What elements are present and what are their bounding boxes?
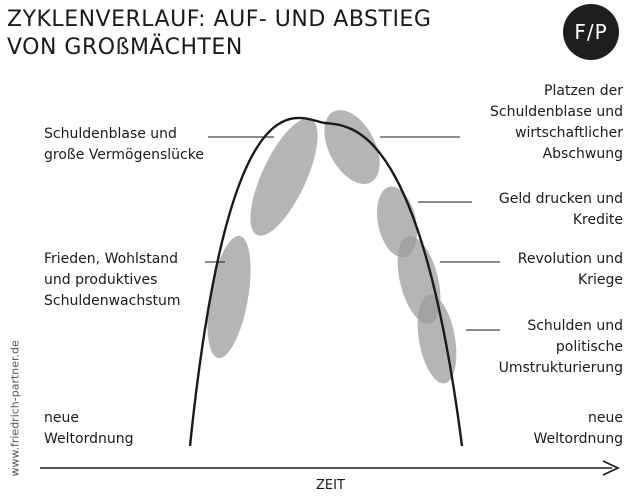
label-burst: Platzen der Schuldenblase und wirtschaftlicher Abschwung	[490, 83, 623, 162]
time-axis-label: ZEIT	[316, 478, 345, 493]
fp-logo: F/P	[563, 4, 619, 60]
phase-ellipse-burst	[313, 101, 391, 193]
title-line-1: ZYKLENVERLAUF: AUF- UND ABSTIEG	[7, 7, 432, 32]
phase-ellipse-peace	[200, 233, 259, 362]
label-peace: Frieden, Wohlstand und produktives Schuldenwachstum	[44, 251, 181, 309]
label-printing: Geld drucken und Kredite	[498, 191, 623, 228]
title-line-2: VON GROßMÄCHTEN	[7, 35, 243, 60]
source-url: www.friedrich-partner.de	[8, 340, 22, 477]
label-new-order-right: neue Weltordnung	[533, 410, 623, 447]
label-revolution: Revolution und Kriege	[517, 251, 623, 288]
label-bubble: Schuldenblase und große Vermögenslücke	[44, 126, 204, 163]
label-new-order-left: neue Weltordnung	[44, 410, 134, 447]
label-restructuring: Schulden und politische Umstrukturierung	[498, 318, 623, 376]
phase-ellipse-bubble	[237, 110, 331, 245]
